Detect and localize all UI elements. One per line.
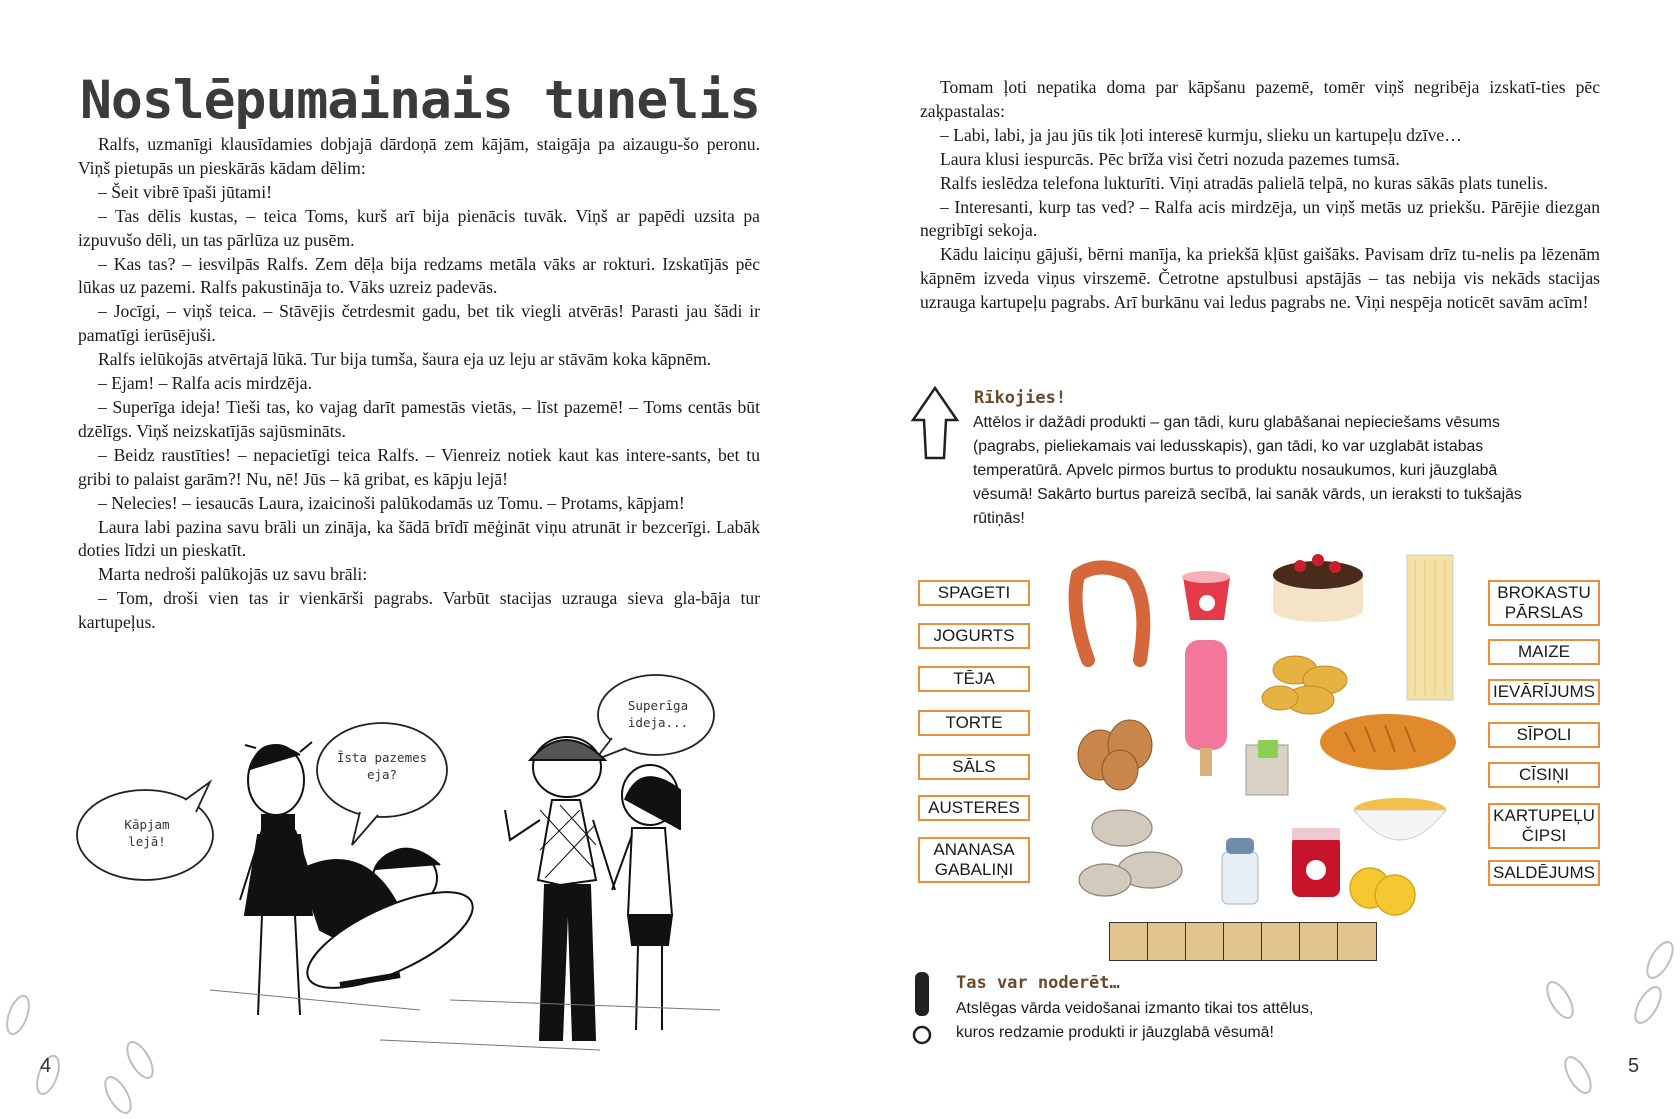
story-paragraph: – Beidz raustīties! – nepacietīgi teica Ralfs. – Vienreiz notiek kaut kas intere-sants, bet tu gribi to palaist garām?! Nu, nē! Jūs – kā gribat, es kāpju lejā! xyxy=(78,444,760,489)
boy-in-hat-figure xyxy=(505,737,615,1040)
answer-grid xyxy=(1109,922,1377,961)
story-paragraph: Ralfs ielūkojās atvērtajā lūkā. Tur bija tumša, šaura eja uz leju ar stāvām koka kāpnēm. xyxy=(98,349,712,370)
speech-bubble-2 xyxy=(317,723,447,845)
bubble-2-line-1: Īsta pazemes xyxy=(336,750,428,765)
label-austeres: AUSTERES xyxy=(918,795,1030,821)
label-spageti: SPAGETI xyxy=(918,580,1030,606)
story-paragraph: – Tom, droši vien tas ir vienkārši pagrabs. Varbūt stacijas uzrauga sieva gla-bāja tur kartupeļus. xyxy=(78,588,760,633)
answer-cell[interactable] xyxy=(1338,923,1376,960)
short-hair-girl-figure xyxy=(612,765,680,1030)
bubble-1-line-2: lejā! xyxy=(128,834,166,849)
story-paragraph: – Kas tas? – iesvilpās Ralfs. Zem dēļa bija redzams metāla vāks ar rokturi. Izskatījās pēc lūkas uz pazemi. Ralfs pakustināja to. Vāks uzreiz padevās. xyxy=(78,253,760,298)
label-cisini: CĪSIŅI xyxy=(1488,762,1600,788)
tip-line-2: kuros redzamie produkti ir jāuzglabā vēsumā! xyxy=(956,1024,1274,1041)
story-paragraph: Ralfs, uzmanīgi klausīdamies dobjajā dārdoņā zem kājām, staigāja pa aizaugu-šo peronu. Viņš pietupās un pieskārās kādam dēlim: xyxy=(78,134,760,178)
label-ievarijums: IEVĀRĪJUMS xyxy=(1488,679,1600,705)
task-title: Rīkojies! xyxy=(974,388,1067,408)
label-brokastu-parslas: BROKASTU PĀRSLAS xyxy=(1488,580,1600,626)
story-paragraph: Ralfs ieslēdza telefona lukturīti. Viņi atradās palielā telpā, no kuras sākās plats tunelis. xyxy=(940,172,1548,193)
speech-bubble-3 xyxy=(595,675,714,760)
page-number-left: 4 xyxy=(40,1055,52,1077)
label-kartupelu-cipsi: KARTUPEĻU ČIPSI xyxy=(1488,803,1600,849)
answer-cell[interactable] xyxy=(1186,923,1224,960)
task-instructions: Attēlos ir dažādi produkti – gan tādi, kuru glabāšanai nepieciešams vēsums (pagrabs, pieliekamais vai ledusskapis), gan tādi, ko var uzglabāt istabas temperatūrā. Apvelc pirmos burtus to produktu nosaukumos, kuri jāuzglabā vēsumā! Sakārto burtus pareizā secībā, lai sanāk vārds, un ieraksti to tukšajās rūtiņās! xyxy=(973,414,1522,527)
label-jogurts: JOGURTS xyxy=(918,623,1030,649)
story-paragraph: – Tas dēlis kustas, – teica Toms, kurš arī bija pienācis tuvāk. Viņš ar papēdi uzsita pa izpuvušo dēli, un tas pārlūza uz pusēm. xyxy=(78,205,760,250)
tip-title: Tas var noderēt… xyxy=(956,973,1120,993)
bubble-1-line-1: Kāpjam xyxy=(124,817,170,832)
speech-bubble-1 xyxy=(77,782,213,880)
label-sals: SĀLS xyxy=(918,754,1030,780)
story-paragraph: – Superīga ideja! Tieši tas, ko vajag darīt pamestās vietās, – līst pazemē! – Toms centās būt dzēlīgs. Viņš neizskatījās sajūsmināts. xyxy=(78,396,760,441)
story-paragraph: – Šeit vibrē īpaši jūtami! xyxy=(98,181,272,202)
label-sipoli: SĪPOLI xyxy=(1488,722,1600,748)
tip-body xyxy=(956,997,1456,1045)
story-paragraph: – Ejam! – Ralfa acis mirdzēja. xyxy=(98,373,312,394)
answer-cell[interactable] xyxy=(1262,923,1300,960)
story-text-right xyxy=(920,76,1600,315)
label-saldejums: SALDĒJUMS xyxy=(1488,860,1600,886)
story-paragraph: – Interesanti, kurp tas ved? – Ralfa acis mirdzēja, un viņš metās uz priekšu. Pārējie diezgan negribīgi sekoja. xyxy=(920,196,1600,241)
page-number-right: 5 xyxy=(1628,1055,1640,1077)
answer-cell[interactable] xyxy=(1110,923,1148,960)
bubble-2-line-2: eja? xyxy=(366,767,398,782)
story-paragraph: Tomam ļoti nepatika doma par kāpšanu pazemē, tomēr viņš negribēja izskatī-ties pēc zaķpastalas: xyxy=(920,77,1600,121)
footprints-decoration-left xyxy=(3,993,158,1117)
story-paragraph: Kādu laiciņu gājuši, bērni manīja, ka priekšā kļūst gaišāks. Pavisam drīz tu-nelis pa lēzenām kāpnēm izveda viņus virszemē. Četrotne apstulbusi apstājās – tas nebija vis nekāds stacijas uzrauga kartupeļu pagrabs. Arī burkānu vai ledus pagrabs ne. Viņi nespēja noticēt savām acīm! xyxy=(920,244,1600,313)
answer-cell[interactable] xyxy=(1224,923,1262,960)
story-paragraph: – Jocīgi, – viņš teica. – Stāvējis četrdesmit gadu, bet tik viegli atvērās! Parasti jau šādi ir pamatīgi ierūsējuši. xyxy=(78,301,760,346)
label-ananasa-gabalini: ANANASA GABALIŅI xyxy=(918,837,1030,883)
answer-cell[interactable] xyxy=(1148,923,1186,960)
story-paragraph: – Nelecies! – iesaucās Laura, izaicinoši palūkodamās uz Tomu. – Protams, kāpjam! xyxy=(98,492,685,513)
page-title: Noslēpumainais tunelis xyxy=(80,70,760,131)
label-torte: TORTE xyxy=(918,710,1030,736)
story-paragraph: Laura klusi iespurcās. Pēc brīža visi četri nozuda pazemes tumsā. xyxy=(940,148,1400,169)
kneeling-boy-figure xyxy=(295,849,485,1007)
label-teja: TĒJA xyxy=(918,666,1030,692)
answer-cell[interactable] xyxy=(1300,923,1338,960)
story-paragraph: – Labi, labi, ja jau jūs tik ļoti interesē kurmju, slieku un kartupeļu dzīve… xyxy=(940,124,1462,145)
label-maize: MAIZE xyxy=(1488,639,1600,665)
bubble-3-line-1: Superīga xyxy=(627,698,689,713)
bubble-3-line-2: ideja... xyxy=(627,715,689,730)
story-paragraph: Marta nedroši palūkojās uz savu brāli: xyxy=(98,564,368,585)
tip-line-1: Atslēgas vārda veidošanai izmanto tikai tos attēlus, xyxy=(956,1000,1314,1017)
story-paragraph: Laura labi pazina savu brāli un zināja, ka šādā brīdī mēģināt viņu atrunāt ir bezcerīgi. Labāk doties līdzi un pieskatīt. xyxy=(78,516,760,561)
